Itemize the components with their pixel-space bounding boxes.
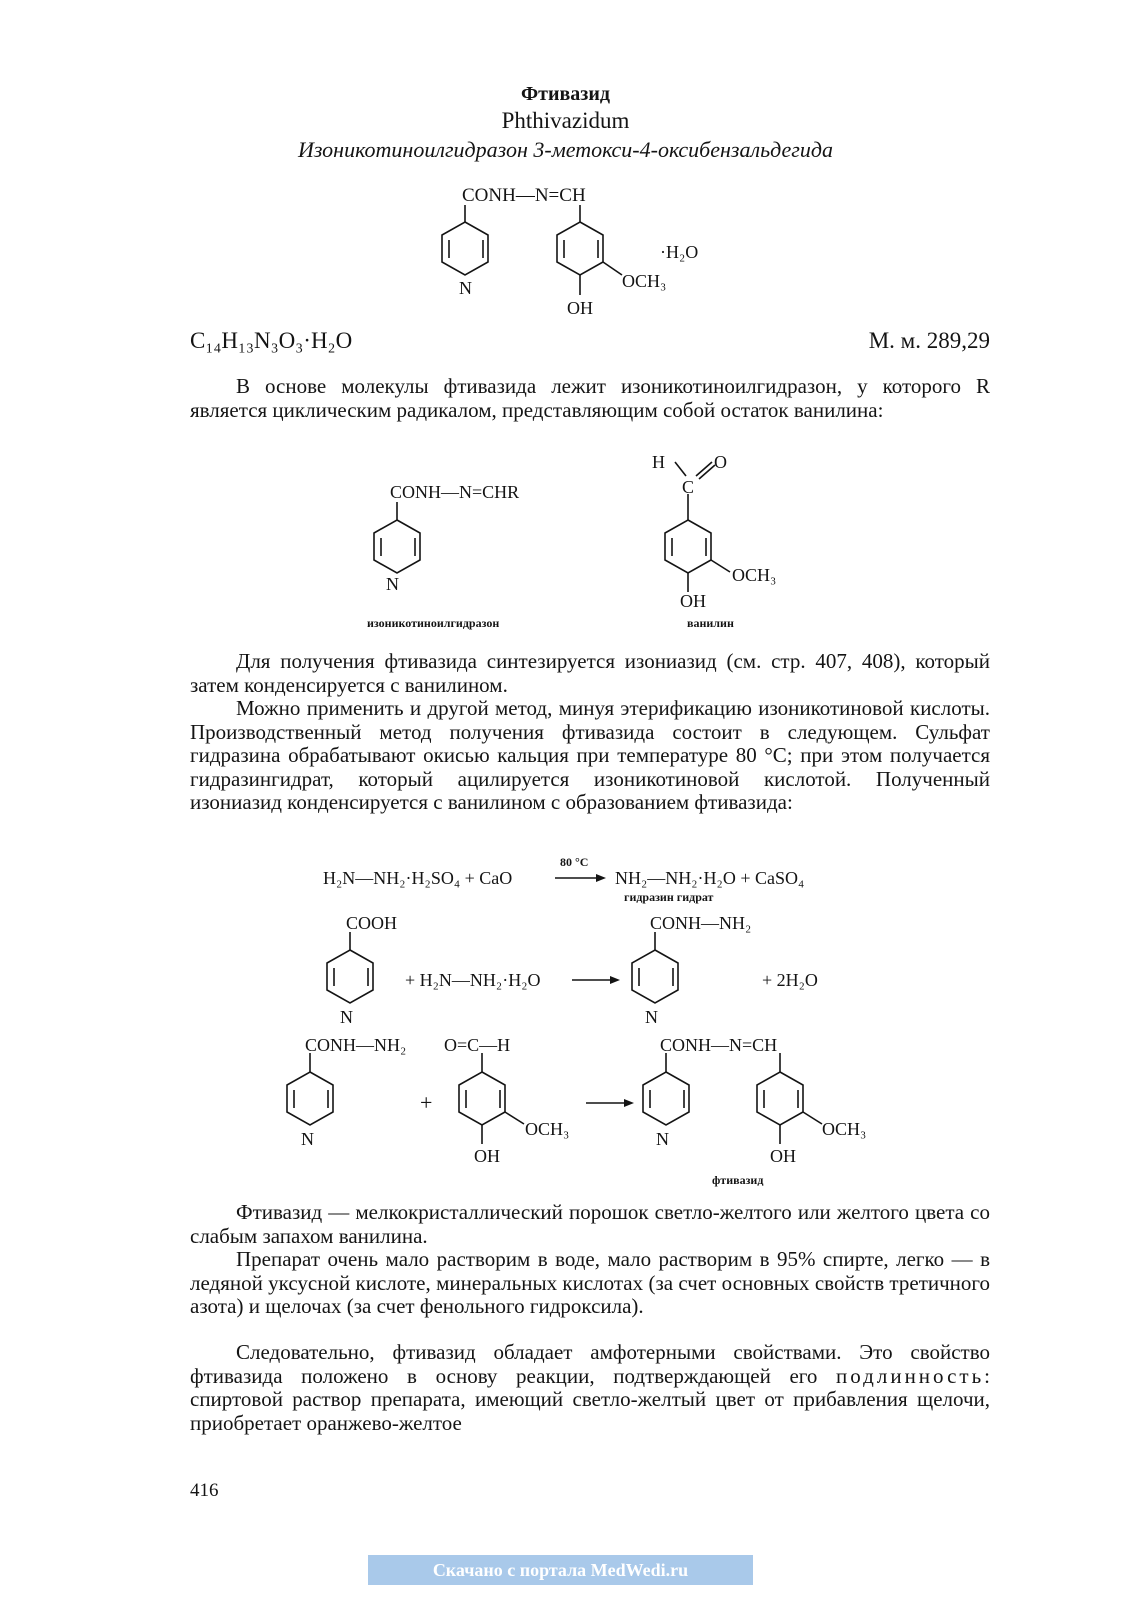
reaction-3-caption: фтивазид (712, 1173, 764, 1187)
page-number: 416 (190, 1480, 219, 1501)
paragraph-6-after: : спиртовой раствор препарата, имеющий светло-желтый цвет от прибавления щелочи, приобретает оранжево-желтое (190, 1363, 990, 1435)
paragraph-6-before: Следовательно, фтивазид обладает амфотерными свойствами. Это свойство фтивазида положено в основу реакции, подтверждающей его (190, 1340, 990, 1388)
paragraph-3-text: Можно применить и другой метод, минуя этерификацию изоникотиновой кислоты. Производственный метод получения фтивазида состоит в следующем. Сульфат гидразина обрабатывают окисью кальция при температуре 80 °С; при этом получается гидразингидрат, который ацилируется изоникотиновой кислотой. Полученный изониазид конденсируется с ванилином с образованием фтивазида: (190, 696, 990, 814)
pair-left-chain: CONH—N=CHR (390, 482, 520, 502)
reaction-2-water: + 2H₂O (762, 970, 818, 990)
reaction-2-reagent: + H₂N—NH₂·H₂O (405, 970, 541, 990)
reaction-3-chain: CONH—N=CH (660, 1035, 778, 1055)
pair-right-c: C (682, 477, 695, 497)
reaction-1-reactants: H₂N—NH₂·H₂SO₄ + CaO (323, 868, 513, 888)
main-och3-label: OCH₃ (622, 271, 667, 291)
reaction-1-condition: 80 °C (560, 855, 589, 869)
paragraph-4-text: Фтивазид — мелкокристаллический порошок светло-желтого или желтого цвета со слабым запахом ванилина. (190, 1200, 990, 1248)
reaction-2-product: CONH—NH₂ (650, 913, 752, 933)
reaction-3-plus: + (420, 1090, 433, 1115)
main-water-label: ·H₂O (660, 242, 699, 262)
reaction-3-n1: N (301, 1129, 314, 1149)
pair-left-n: N (386, 574, 399, 594)
paragraph-5-text: Препарат очень мало растворим в воде, мало растворим в 95% спирте, легко — в ледяной уксусной кислоте, минеральных кислотах (за счет основных свойств третичного азота) и щелочах (за счет фенольного гидроксила). (190, 1247, 990, 1318)
pair-right-o: O (714, 452, 727, 472)
pair-right-h: H (652, 452, 665, 472)
reaction-2-n1: N (340, 1007, 353, 1027)
reaction-3-n2: N (656, 1129, 669, 1149)
paragraph-4 (190, 1201, 990, 1248)
reaction-1-products: NH₂—NH₂·H₂O + CaSO₄ (615, 868, 805, 888)
main-oh-label: OH (567, 298, 593, 318)
reaction-3-oh-1: OH (474, 1146, 500, 1166)
reaction-3-oh-2: OH (770, 1146, 796, 1166)
download-banner[interactable]: Скачано с портала MedWedi.ru (368, 1555, 753, 1585)
paragraph-1-text: В основе молекулы фтивазида лежит изоникотиноилгидразон, у которого R является циклическим радикалом, представляющим собой остаток ванилина: (190, 374, 990, 422)
reaction-3-och3-2: OCH₃ (822, 1119, 867, 1139)
paragraph-6-spaced: подлинность (836, 1363, 985, 1388)
reaction-3-aldehyde: O=C—H (444, 1035, 511, 1055)
molecular-formula: C₁₄H₁₃N₃O₃·H₂O (190, 328, 353, 353)
paragraph-2-text: Для получения фтивазида синтезируется изониазид (см. стр. 407, 408), который затем конденсируется с ванилином. (190, 649, 990, 697)
paragraph-5 (190, 1248, 990, 1319)
pair-left-caption: изоникотиноилгидразон (367, 616, 500, 630)
pair-right-caption: ванилин (687, 616, 734, 630)
reaction-1-caption: гидразин гидрат (624, 890, 714, 904)
page-title: Фтивазид (520, 83, 610, 105)
main-chain-label: CONH—N=CH (462, 185, 586, 206)
latin-name: Phthivazidum (501, 108, 630, 133)
reaction-3-och3-1: OCH₃ (525, 1119, 570, 1139)
chemical-name: Изоникотиноилгидразон 3-метокси-4-оксибензальдегида (298, 137, 833, 162)
reaction-2-n2: N (645, 1007, 658, 1027)
reaction-2-acid: COOH (346, 913, 398, 933)
main-n-label: N (459, 278, 472, 298)
molar-mass: М. м. 289,29 (868, 328, 990, 353)
paragraph-6 (190, 1341, 990, 1435)
reaction-3-hydrazide: CONH—NH₂ (305, 1035, 407, 1055)
pair-right-och3: OCH₃ (732, 565, 777, 585)
pair-right-oh: OH (680, 591, 706, 611)
